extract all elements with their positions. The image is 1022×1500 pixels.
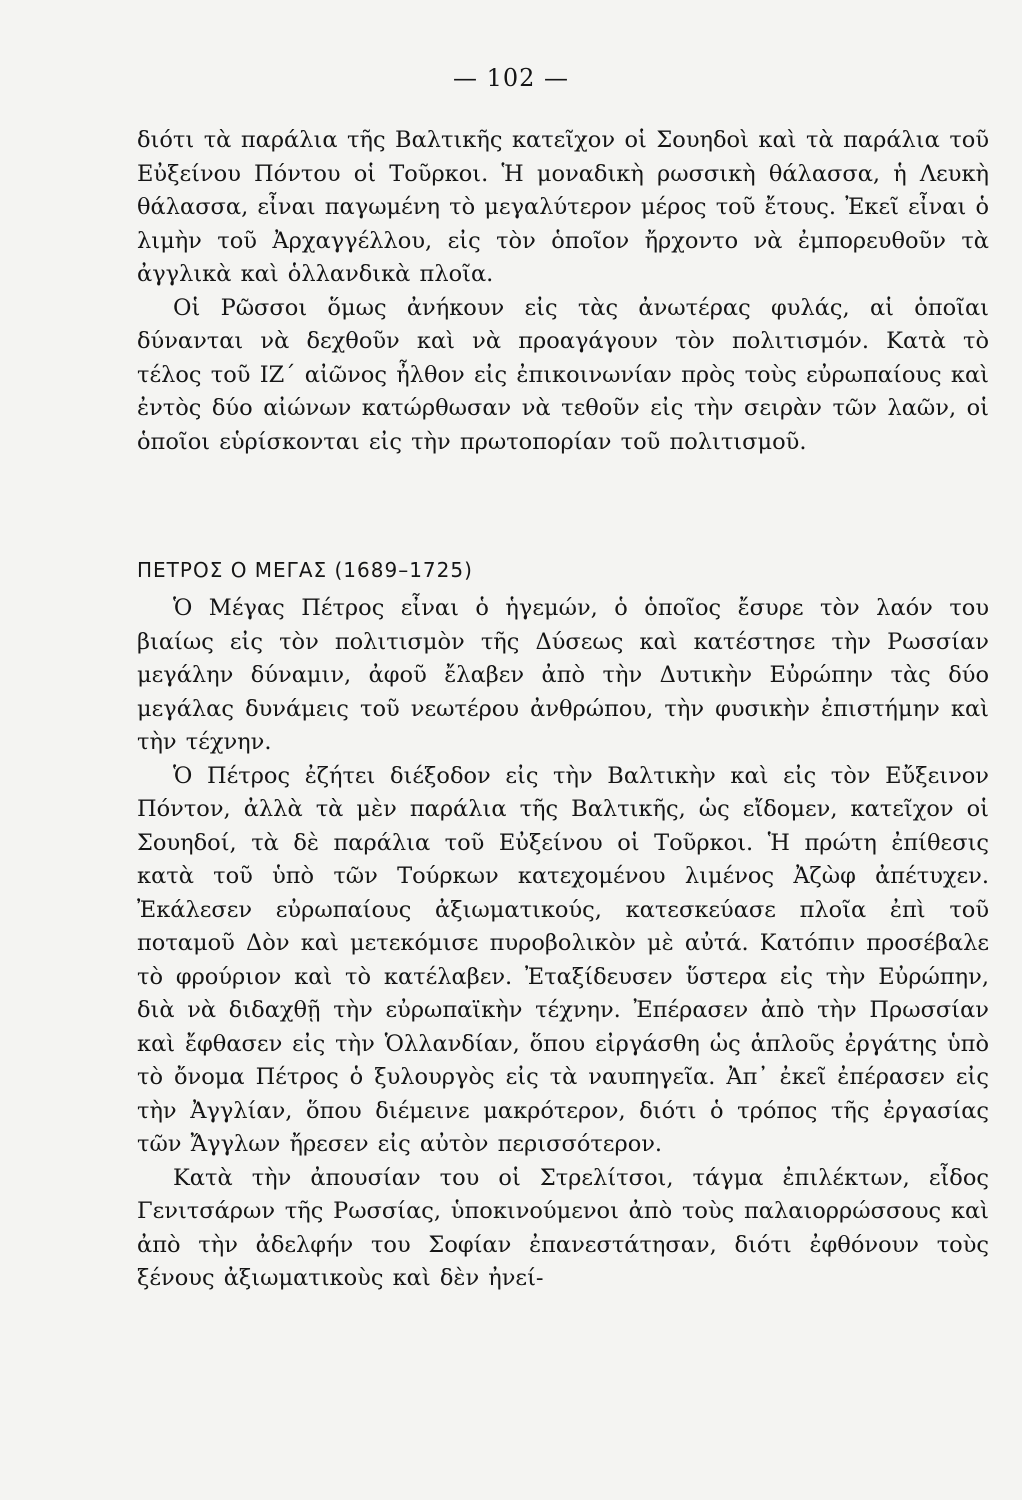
paragraph-5: Κατὰ τὴν ἀπουσίαν του οἱ Στρελίτσοι, τάγμα ἐπιλέκτων, εἶδος Γενιτσάρων τῆς Ρωσσίας, ὑποκινούμενοι ἀπὸ τοὺς παλαιορρώσσους καὶ ἀπὸ τὴν ἀδελφήν του Σοφίαν ἐπανεστάτησαν, διότι ἐφθόνουν τοὺς ξένους ἀξιωματικοὺς καὶ δὲν ἠνεί- bbox=[137, 1164, 989, 1291]
section-text bbox=[137, 592, 989, 1296]
paragraph-3: Ὁ Μέγας Πέτρος εἶναι ὁ ἡγεμών, ὁ ὁποῖος ἔσυρε τὸν λαόν του βιαίως εἰς τὸν πολιτισμὸν τῆς Δύσεως καὶ κατέστησε τὴν Ρωσσίαν μεγάλην δύναμιν, ἀφοῦ ἔλαβεν ἀπὸ τὴν Δυτικὴν Εὐρώπην τὰς δύο μεγάλας δυνάμεις τοῦ νεωτέρου ἀνθρώπου, τὴν φυσικὴν ἐπιστήμην καὶ τὴν τέχνην. bbox=[137, 595, 989, 755]
paragraph-1: διότι τὰ παράλια τῆς Βαλτικῆς κατεῖχον οἱ Σουηδοὶ καὶ τὰ παράλια τοῦ Εὐξείνου Πόντου οἱ Τοῦρκοι. Ἡ μοναδικὴ ρωσσικὴ θάλασσα, ἡ Λευκὴ θάλασσα, εἶναι παγωμένη τὸ μεγαλύτερον μέρος τοῦ ἔτους. Ἐκεῖ εἶναι ὁ λιμὴν τοῦ Ἀρχαγγέλλου, εἰς τὸν ὁποῖον ἤρχοντο νὰ ἐμπορευθοῦν τὰ ἀγγλικὰ καὶ ὁλλανδικὰ πλοῖα. bbox=[137, 127, 989, 287]
section-heading: ΠΕΤΡΟΣ Ο ΜΕΓΑΣ (1689–1725) bbox=[137, 558, 473, 582]
paragraph-2: Οἱ Ρῶσσοι ὅμως ἀνήκουν εἰς τὰς ἀνωτέρας φυλάς, αἱ ὁποῖαι δύνανται νὰ δεχθοῦν καὶ νὰ προαγάγουν τὸν πολιτισμόν. Κατὰ τὸ τέλος τοῦ ΙΖ΄ αἰῶνος ἦλθον εἰς ἐπικοινωνίαν πρὸς τοὺς εὐρωπαίους καὶ ἐντὸς δύο αἰώνων κατώρθωσαν νὰ τεθοῦν εἰς τὴν σειρὰν τῶν λαῶν, οἱ ὁποῖοι εὑρίσκονται εἰς τὴν πρωτοπορίαν τοῦ πολιτισμοῦ. bbox=[137, 294, 989, 455]
page-number: — 102 — bbox=[452, 64, 570, 92]
paragraph-4: Ὁ Πέτρος ἐζήτει διέξοδον εἰς τὴν Βαλτικὴν καὶ εἰς τὸν Εὔξεινον Πόντον, ἀλλὰ τὰ μὲν παράλια τῆς Βαλτικῆς, ὡς εἴδομεν, κατεῖχον οἱ Σουηδοί, τὰ δὲ παράλια τοῦ Εὐξείνου οἱ Τοῦρκοι. Ἡ πρώτη ἐπίθεσις κατὰ τοῦ ὑπὸ τῶν Τούρκων κατεχομένου λιμένος Ἀζὼφ ἀπέτυχεν. Ἐκάλεσεν εὐρωπαίους ἀξιωματικούς, κατεσκεύασε πλοῖα ἐπὶ τοῦ ποταμοῦ Δὸν καὶ μετεκόμισε πυροβολικὸν μὲ αὐτά. Κατόπιν προσέβαλε τὸ φρούριον καὶ τὸ κατέλαβεν. Ἐταξίδευσεν ὕστερα εἰς τὴν Εὐρώπην, διὰ νὰ διδαχθῇ τὴν εὐρωπαϊκὴν τέχνην. Ἐπέρασεν ἀπὸ τὴν Πρωσσίαν καὶ ἔφθασεν εἰς τὴν Ὁλλανδίαν, ὅπου εἰργάσθη ὡς ἁπλοῦς ἐργάτης ὑπὸ τὸ ὄνομα Πέτρος ὁ ξυλουργὸς εἰς τὰ ναυπηγεῖα. Ἀπ᾽ ἐκεῖ ἐπέρασεν εἰς τὴν Ἀγγλίαν, ὅπου διέμεινε μακρότερον, διότι ὁ τρόπος τῆς ἐργασίας τῶν Ἄγγλων ἤρεσεν εἰς αὐτὸν περισσότερον. bbox=[137, 762, 989, 1157]
opening-text bbox=[137, 124, 989, 459]
